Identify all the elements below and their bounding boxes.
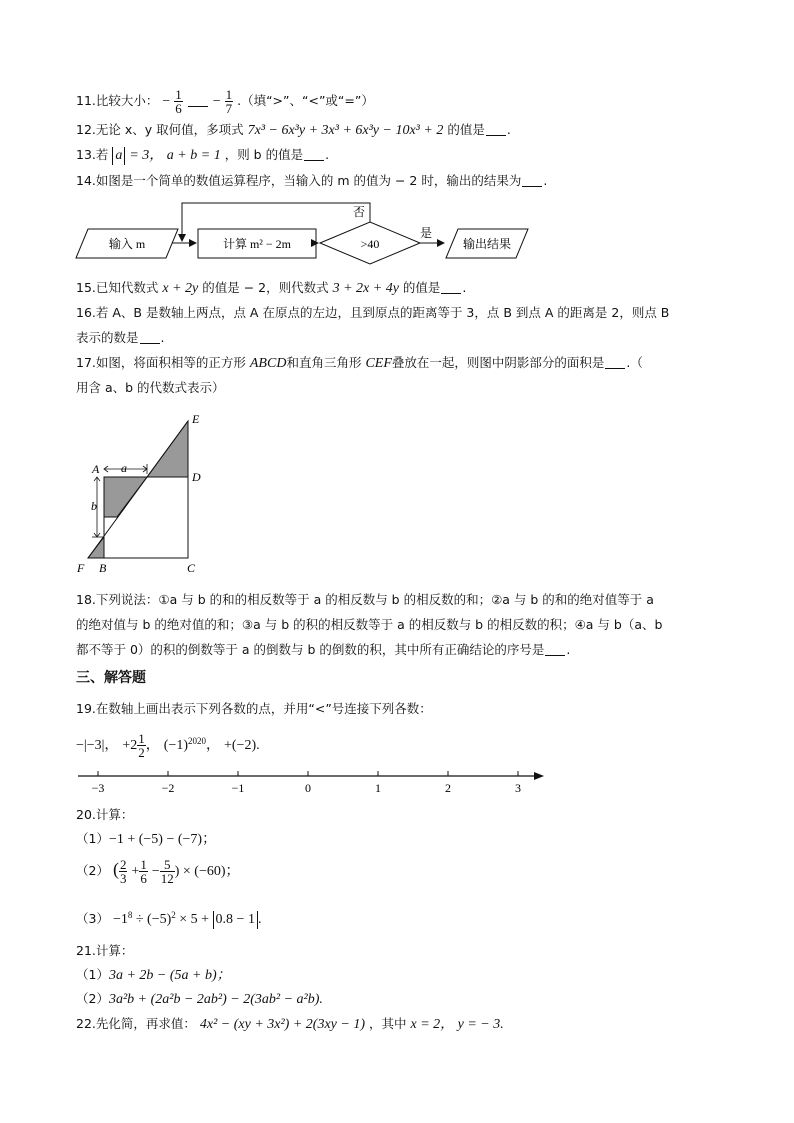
label-C: C [187,561,196,575]
number-line [76,764,546,798]
figure-17 [74,408,224,578]
question-17-line2: 用含 a、b 的代数式表示） [76,380,225,395]
question-16-line2: 表示的数是 . [76,330,165,345]
label-b: b [91,499,97,513]
question-11: 11.比较大小： − $\frac{1}{6}$ − $\frac{1}{7}$ .（填“>”、“<”或“=”） [76,87,374,116]
question-18-line2: 的绝对值与 b 的绝对值的和；③a 与 b 的积的相反数等于 a 的相反数与 b 的相反数的积；④a 与 b（a、b [76,617,663,632]
compute-label: 计算 m² − 2m [222,237,292,251]
tick-label: 3 [515,781,521,795]
label-A: A [92,462,100,476]
question-19-numbers: −|−3|， +2 $\frac{1}{2}$ ， $(-1)^{2020}$， +(−2). [76,731,260,761]
question-22: 22.先化简，再求值： 4x² − (xy + 3x²) + 2(3xy − 1) ，其中 x = 2， y = − 3. [76,1016,504,1032]
input-label: 输入 m [108,237,146,251]
label-E: E [192,412,200,426]
question-14: 14.如图是一个简单的数值运算程序，当输入的 m 的值为 − 2 时，输出的结果为 . [76,173,548,188]
yes-label: 是 [419,226,433,240]
question-13: 13.若 a = 3， a + b = 1 ，则 b 的值是 . [76,147,330,163]
question-20: 20.计算： [76,807,134,822]
condition-label: >40 [360,237,380,251]
question-15: 15.已知代数式 x + 2y 的值是 − 2，则代数式 3 + 2x + 4y 的值是 . [76,280,467,296]
label-D: D [192,470,201,484]
question-19: 19.在数轴上画出表示下列各数的点，并用“<”号连接下列各数： [76,701,432,716]
flowchart [74,196,534,266]
question-18-line1: 18.下列说法：①a 与 b 的和的相反数等于 a 的相反数与 b 的相反数的和；②a 与 b 的和的绝对值等于 a [76,592,654,607]
answer-blank[interactable] [545,643,565,656]
label-F: F [77,561,85,575]
shaded-trapezoid [104,477,147,517]
answer-blank[interactable] [304,148,324,161]
question-21-1: （1）3a + 2b − (5a + b)； [76,967,231,983]
tick-label: 0 [305,781,311,795]
fraction-1-2: $\frac{1}{2}$ [138,731,145,761]
question-20-3: $(3) -1^8 \div (-5)^2 \times 5 + 0.8 - 1$ . [76,910,262,928]
answer-blank[interactable] [522,174,542,187]
label-a: a [121,461,127,475]
section-title: 三、解答题 [76,670,146,686]
answer-blank[interactable] [486,123,506,136]
tick-label: −3 [91,781,105,795]
answer-blank[interactable] [605,356,625,369]
output-label: 输出结果 [462,237,512,251]
fraction-1-6: $\frac{1}{6}$ [175,87,182,116]
fraction-1-7: $\frac{1}{7}$ [225,87,233,116]
tick-label: 1 [375,781,381,795]
question-16-line1: 16.若 A、B 是数轴上两点，点 A 在原点的左边，且到原点的距离等于 3，点 B 到点 A 的距离是 2，则点 B [76,305,670,320]
question-17-line1: 17.如图，将面积相等的正方形 ABCD和直角三角形 CEF叠放在一起，则图中阴影部分的面积是 .（ [76,355,643,371]
question-18-line3: 都不等于 0）的积的倒数等于 a 的倒数与 b 的倒数的积，其中所有正确结论的序号是 . [76,642,571,657]
tick-label: −2 [161,781,175,795]
answer-blank[interactable] [188,94,208,107]
question-20-2: （2） ( $\frac{2}{3}$ + $\frac{1}{6}$ − $\frac{5}{12}$ ) × (−60)； [76,857,240,886]
answer-blank[interactable] [441,281,461,294]
tick-label: 2 [445,781,451,795]
triangle-hypotenuse [88,421,188,558]
question-21: 21.计算： [76,943,134,958]
question-12: 12.无论 x、y 取何值，多项式 7x³ − 6x³y + 3x³ + 6x³y − 10x³ + 2 的值是 . [76,122,511,138]
question-20-1: （1）−1 + (−5) − (−7)； [76,831,217,847]
question-21-2: （2）3a²b + (2a²b − 2ab²) − 2(3ab² − a²b). [76,991,323,1007]
tick-label: −1 [231,781,245,795]
label-B: B [99,561,107,575]
no-label: 否 [352,205,366,219]
answer-blank[interactable] [140,331,160,344]
